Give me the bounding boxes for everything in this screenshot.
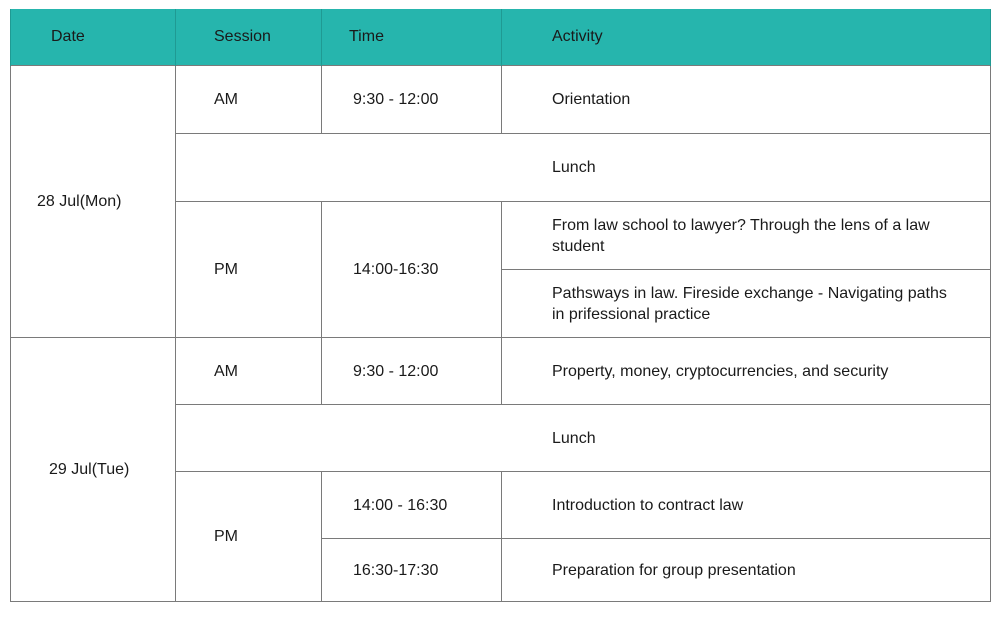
lunch-cell: Lunch: [176, 405, 991, 472]
header-date: Date: [11, 9, 176, 66]
time-cell: 16:30-17:30: [322, 539, 502, 602]
date-cell: 28 Jul(Mon): [11, 66, 176, 338]
header-session: Session: [176, 9, 322, 66]
time-cell: 14:00 - 16:30: [322, 472, 502, 539]
activity-cell: Preparation for group presentation: [502, 539, 991, 602]
header-time: Time: [322, 9, 502, 66]
lunch-cell: Lunch: [176, 134, 991, 202]
time-cell: 9:30 - 12:00: [322, 338, 502, 405]
header-activity: Activity: [502, 9, 991, 66]
activity-cell: Orientation: [502, 66, 991, 134]
session-cell: AM: [176, 66, 322, 134]
activity-cell: Pathsways in law. Fireside exchange - Navigating paths in prifessional practice: [502, 270, 991, 338]
session-cell: AM: [176, 338, 322, 405]
session-cell: PM: [176, 472, 322, 602]
time-cell: 9:30 - 12:00: [322, 66, 502, 134]
activity-cell: From law school to lawyer? Through the lens of a law student: [502, 202, 991, 270]
activity-cell: Property, money, cryptocurrencies, and security: [502, 338, 991, 405]
activity-cell: Introduction to contract law: [502, 472, 991, 539]
table-row: [11, 66, 991, 134]
schedule-table: [10, 9, 991, 602]
header-row: [11, 9, 991, 66]
table-row: [11, 338, 991, 405]
date-cell: 29 Jul(Tue): [11, 338, 176, 602]
time-cell: 14:00-16:30: [322, 202, 502, 338]
session-cell: PM: [176, 202, 322, 338]
